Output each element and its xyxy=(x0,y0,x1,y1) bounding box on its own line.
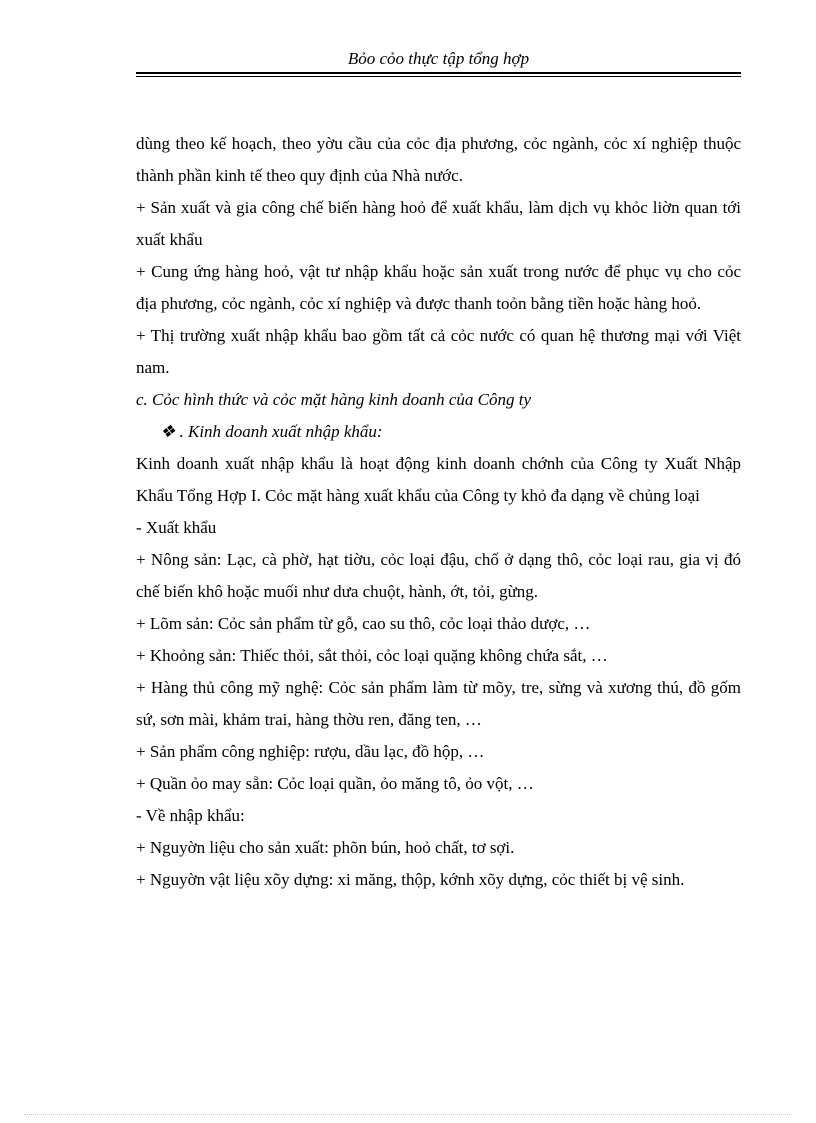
page-header-title: Bỏo cỏo thực tập tổng hợp xyxy=(347,49,530,68)
list-heading-import: - Về nhập khẩu: xyxy=(136,806,245,825)
header-rule-thin xyxy=(136,76,741,77)
header-rule-thick xyxy=(136,72,741,74)
paragraph-production-export: + Sản xuất và gia công chế biến hàng hoỏ để xuất khẩu, làm dịch vụ khỏc liờn quan tới xuất khẩu xyxy=(136,198,741,249)
list-item-minerals: + Khoỏng sản: Thiếc thỏi, sắt thỏi, cỏc loại quặng không chứa sắt, … xyxy=(136,646,608,665)
bullet-import-export-business: ❖ . Kinh doanh xuất nhập khẩu: xyxy=(160,422,383,441)
list-item-industrial: + Sản phẩm công nghiệp: rượu, dầu lạc, đồ hộp, … xyxy=(136,742,485,761)
list-heading-export: - Xuất khẩu xyxy=(136,518,217,537)
list-item-agriculture: + Nông sản: Lạc, cà phờ, hạt tiờu, cỏc loại đậu, chố ở dạng thô, cỏc loại rau, gia vị đó chế biến khô hoặc muối như dưa chuột, hành, ớt, tỏi, gừng. xyxy=(136,550,741,601)
section-heading-business-forms: c. Cỏc hình thức và cỏc mặt hàng kinh doanh của Công ty xyxy=(136,390,532,409)
list-item-handicrafts: + Hàng thủ công mỹ nghệ: Cỏc sản phẩm làm từ mõy, tre, sừng và xương thú, đồ gốm sứ, sơn mài, khảm trai, hàng thờu ren, đăng ten, … xyxy=(136,678,741,729)
document-body xyxy=(136,128,741,896)
list-item-construction-materials: + Nguyờn vật liệu xõy dựng: xi măng, thộp, kớnh xõy dựng, cỏc thiết bị vệ sinh. xyxy=(136,870,685,889)
list-item-forestry: + Lõm sản: Cỏc sản phẩm từ gỗ, cao su thô, cỏc loại thảo dược, … xyxy=(136,614,591,633)
paragraph-main-business: Kinh doanh xuất nhập khẩu là hoạt động kinh doanh chớnh của Công ty Xuất Nhập Khẩu Tổng Hợp I. Cỏc mặt hàng xuất khẩu của Công ty khỏ đa dạng về chủng loại xyxy=(136,454,741,505)
list-item-raw-materials: + Nguyờn liệu cho sản xuất: phõn bún, hoỏ chất, tơ sợi. xyxy=(136,838,515,857)
paragraph-market: + Thị trường xuất nhập khẩu bao gồm tất cả cỏc nước có quan hệ thương mại với Việt nam. xyxy=(136,326,741,377)
paragraph-continuation: dùng theo kế hoạch, theo yờu cầu của cỏc địa phương, cỏc ngành, cỏc xí nghiệp thuộc thành phần kinh tế theo quy định của Nhà nước. xyxy=(136,134,741,185)
page-bottom-dotted-line xyxy=(24,1114,792,1115)
list-item-garments: + Quần ỏo may sẵn: Cỏc loại quần, ỏo măng tô, ỏo vột, … xyxy=(136,774,534,793)
paragraph-supply: + Cung ứng hàng hoỏ, vật tư nhập khẩu hoặc sản xuất trong nước để phục vụ cho cỏc địa phương, cỏc ngành, cỏc xí nghiệp và được thanh toỏn bằng tiền hoặc hàng hoỏ. xyxy=(136,262,741,313)
